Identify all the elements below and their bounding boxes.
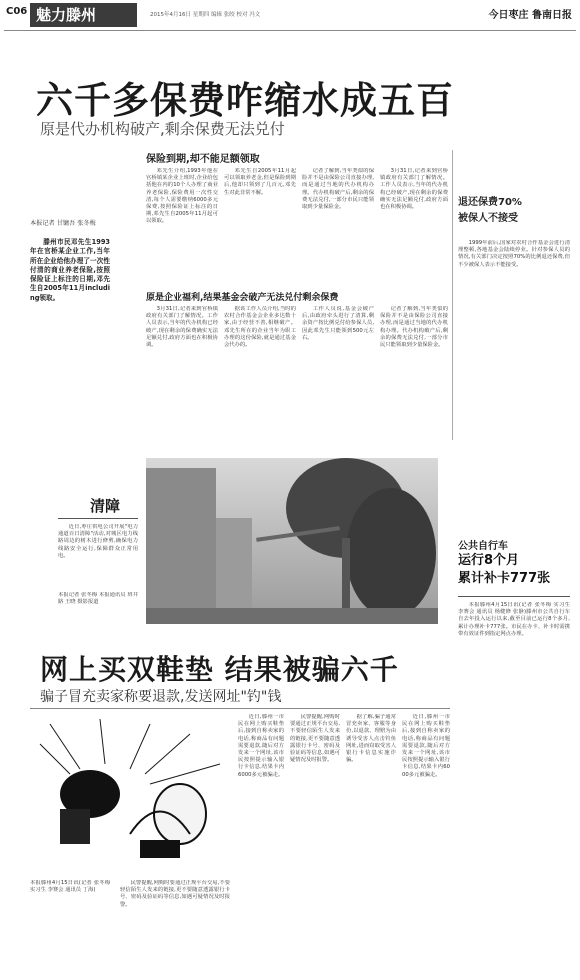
- lead-subtitle-2: 原是企业福利,结果基金会破产无法兑付剩余保费: [146, 293, 339, 303]
- lead-column-7: [302, 306, 374, 446]
- column-divider: [452, 150, 453, 440]
- bus-text: [458, 602, 570, 972]
- story2-column-1-text: 近日,滕州一市民在网上购买鞋垫后,接到自称卖家的电话,称商品有问题需要退款,随后对方发来一个网址,该市民按照提示输入银行卡信息,结果卡内6000多元被骗走。: [238, 714, 284, 778]
- story2-lead-column: [120, 880, 230, 974]
- sidebar-title: [458, 195, 522, 227]
- bus-title-line-1: 运行8个月: [458, 553, 520, 568]
- story2-column-2: [290, 714, 340, 974]
- masthead-rule: [4, 30, 576, 31]
- story2-column-1: [238, 714, 284, 974]
- lead-column-1: [146, 168, 218, 284]
- lead-byline: 本报记者 甘镛吾 张冬梅: [30, 220, 96, 227]
- story2-column-3: [346, 714, 396, 974]
- bus-text-body: 本报滕州4月15日讯(记者 张冬梅 实习生 李赛会 通讯员 杨健修 张静)滕州市公共自行车自去年投入运行以来,截至目前已运行8个多月,累计办理补卡777张。市民在办卡、补卡时需携带有效证件到指定网点办理。: [458, 602, 570, 637]
- story2-rule: [30, 708, 450, 709]
- section-title: 魅力滕州: [30, 3, 137, 27]
- sidebar-title-line-1: 退还保费70%: [458, 197, 522, 208]
- lead-headline: 六千多保费咋缩水成五百: [36, 79, 454, 122]
- story2-column-2-text: 民警提醒,网购时要通过正规平台交易,不要轻信陌生人发来的链接,更不要随意透露银行卡号、密码及验证码等信息,如遇可疑情况及时报警。: [290, 714, 340, 764]
- lead-column-8-text: 记者了解到,当年类似的保险并不是由保险公司直接办理,而是通过当地的代办机构办理。代办机构破产后,剩余的保费无法兑付,一部分市民只能领取到少量保险金。: [380, 306, 448, 349]
- lead-column-6-text: 据该工作人员介绍,当时的农村合作基金会企业多达数十家,由于经营不善,相继破产。邓先生所在的企业当年为职工办理的这份保险,就是通过基金会代办的。: [224, 306, 296, 349]
- dateline: 2015年4月16日 星期四 编辑 张皎 校对 冯文: [150, 12, 261, 18]
- story2-column-4-text: 近日,滕州一市民在网上购买鞋垫后,接到自称卖家的电话,称商品有问题需要退款,随后对方发来一个网址,该市民按照提示输入银行卡信息,结果卡内6000多元被骗走。: [402, 714, 450, 778]
- lead-column-1-text: 邓先生介绍,1993年他在官桥镇某企业上班时,企业给包括他在内的10个人办理了商业养老保险,保险费用一次性交清,每个人需要缴纳6000多元保费,按照保险证上标注的日期,邓先生自2005年11月起可以领取。: [146, 168, 218, 225]
- lead-column-3: [302, 168, 374, 284]
- lead-paragraph: 滕州市民邓先生1993年在官桥某企业工作,当年所在企业给他办理了一次性付清的商业养老保险,按照保险证上标注的日期,邓先生自2005年11月including领取。: [30, 238, 110, 302]
- story2-byline-text: 本报滕州4月15日讯(记者 张冬梅 实习生 李赛会 通讯员 丁海): [30, 880, 110, 894]
- sidebar-text: [458, 240, 570, 440]
- paper-name: 今日枣庄 鲁南日报: [488, 10, 572, 21]
- story2-column-4: [402, 714, 450, 974]
- lead-column-4-text: 3月31日,记者来到官桥镇政府有关部门了解情况。工作人员表示,当年的代办机构已经破产,现在剩余的保费确实无法足额兑付,政府方面也在积极协调。: [380, 168, 448, 211]
- qingzhang-rule: [58, 518, 138, 519]
- cartoon-illustration: [30, 714, 230, 864]
- lead-column-2-text: 邓先生自2005年11月起可以领取养老金,但是保险到期后,他却只领到了几百元,邓先生对此非常不解。: [224, 168, 296, 196]
- lead-subhead: 原是代办机构破产,剩余保费无法兑付: [40, 120, 285, 138]
- lead-column-6: [224, 306, 296, 446]
- story2-byline: [30, 880, 110, 910]
- story2-column-3-text: 据了解,骗子通常冒充卖家、客服等身份,以退款、理赔为由诱导受害人点击钓鱼网址,进而窃取受害人银行卡信息实施诈骗。: [346, 714, 396, 764]
- lead-column-7-text: 工作人员说,基金会破产后,由政府牵头进行了清算,剩余资产按比例兑付给参保人员,因此邓先生只能领到500元左右。: [302, 306, 374, 341]
- lead-column-2: [224, 168, 296, 284]
- news-photo: [146, 458, 438, 624]
- story2-lead-text: 民警提醒,网购时要通过正规平台交易,不要轻信陌生人发来的链接,更不要随意透露银行卡号、密码及验证码等信息,如遇可疑情况及时报警。: [120, 880, 230, 908]
- cartoon-character-right: [154, 784, 206, 844]
- photo-street: [146, 608, 438, 624]
- bus-rule: [458, 596, 570, 597]
- lead-column-4: [380, 168, 448, 284]
- lead-subtitle-1: 保险到期,却不能足额领取: [146, 154, 260, 165]
- lead-column-5-text: 3月31日,记者来到官桥镇政府有关部门了解情况。工作人员表示,当年的代办机构已经破产,现在剩余的保费确实无法足额兑付,政府方面也在积极协调。: [146, 306, 218, 349]
- cartoon-phone-body: [60, 809, 90, 844]
- qingzhang-text-body: 近日,枣庄供电公司开展"电力通道百日清障"活动,对城区电力线路周边的树木进行修剪,确保电力线路安全运行,保障群众正常用电。: [58, 524, 138, 559]
- bus-title: [458, 552, 550, 588]
- bus-title-line-2: 累计补卡777张: [458, 571, 551, 586]
- page-number: C06: [6, 6, 28, 17]
- qingzhang-byline-text: 本报记者 张冬梅 本报通讯员 班井路 王晓 摄影报道: [58, 592, 138, 606]
- sidebar-title-line-2: 被保人不接受: [458, 213, 518, 224]
- bus-label: 公共自行车: [458, 541, 508, 552]
- cartoon-svg: [30, 714, 230, 864]
- qingzhang-text: [58, 524, 138, 584]
- cartoon-phone-base: [140, 840, 180, 858]
- story2-subhead: 骗子冒充卖家称要退款,发送网址"钓"钱: [40, 689, 282, 705]
- photo-tree-right: [346, 488, 436, 618]
- qingzhang-byline: [58, 592, 138, 622]
- story2-headline: 网上买双鞋垫 结果被骗六千: [40, 653, 399, 686]
- qingzhang-title: 清障: [90, 497, 121, 515]
- lead-column-8: [380, 306, 448, 446]
- sidebar-text-body: 1999年前后,国家对农村合作基金会进行清理整顿,各地基金会陆续停业。针对参保人员的情况,有关部门决定按照70%的比例退还保费,但不少被保人表示不能接受。: [458, 240, 570, 268]
- lead-column-5: [146, 306, 218, 446]
- photo-building-left: [146, 468, 216, 624]
- lead-column-3-text: 记者了解到,当年类似的保险并不是由保险公司直接办理,而是通过当地的代办机构办理。代办机构破产后,剩余的保费无法兑付,一部分市民只能领取到少量保险金。: [302, 168, 374, 211]
